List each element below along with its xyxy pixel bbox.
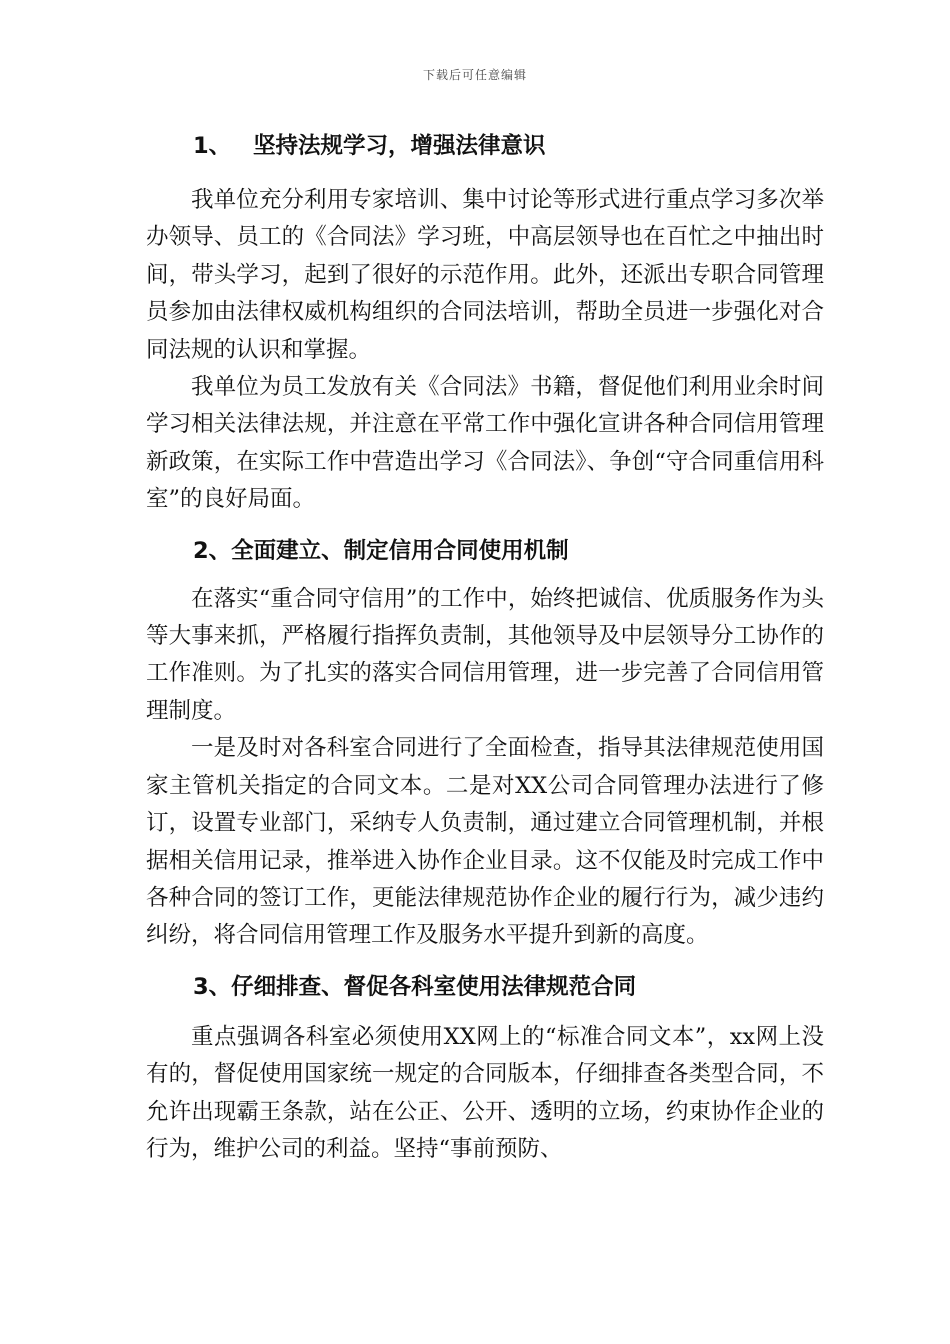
section-1-title: 坚持法规学习，增强法律意识	[253, 133, 546, 159]
section-2-paragraph-1: 在落实“重合同守信用”的工作中，始终把诚信、优质服务作为头等大事来抓，严格履行指挥负责制，其他领导及中层领导分工协作的工作准则。为了扎实的落实合同信用管理，进一步完善了合同信用管理制度。	[146, 585, 824, 724]
section-1-heading	[146, 128, 824, 164]
section-3-heading	[146, 969, 824, 1005]
section-3-number: 3、	[193, 973, 232, 1000]
section-2-title: 全面建立、制定信用合同使用机制	[231, 537, 569, 564]
header-note: 下载后可任意编辑	[422, 68, 527, 82]
section-3-title: 仔细排查、督促各科室使用法律规范合同	[231, 973, 637, 1000]
document-body	[146, 128, 824, 1168]
section-1-number: 1、	[193, 133, 232, 159]
section-3-paragraph-1: 重点强调各科室必须使用XX网上的“标准合同文本”，xx网上没有的，督促使用国家统一规定的合同版本，仔细排查各类型合同，不允许出现霸王条款，站在公正、公开、透明的立场，约束协作企业的行为，维护公司的利益。坚持“事前预防、	[146, 1023, 824, 1162]
section-2-number: 2、	[193, 537, 232, 564]
section-1-paragraph-2: 我单位为员工发放有关《合同法》书籍，督促他们利用业余时间学习相关法律法规，并注意在平常工作中强化宣讲各种合同信用管理新政策，在实际工作中营造出学习《合同法》、争创“守合同重信用科室”的良好局面。	[146, 374, 824, 513]
section-1-paragraph-1: 我单位充分利用专家培训、集中讨论等形式进行重点学习多次举办领导、员工的《合同法》学习班，中高层领导也在百忙之中抽出时间，带头学习，起到了很好的示范作用。此外，还派出专职合同管理员参加由法律权威机构组织的合同法培训，帮助全员进一步强化对合同法规的认识和掌握。	[146, 187, 824, 363]
section-2-heading	[146, 533, 824, 569]
section-2-paragraph-2: 一是及时对各科室合同进行了全面检查，指导其法律规范使用国家主管机关指定的合同文本。二是对XX公司合同管理办法进行了修订，设置专业部门，采纳专人负责制，通过建立合同管理机制，并根据相关信用记录，推举进入协作企业目录。这不仅能及时完成工作中各种合同的签订工作，更能法律规范协作企业的履行行为，减少违约纠纷，将合同信用管理工作及服务水平提升到新的高度。	[146, 735, 824, 949]
